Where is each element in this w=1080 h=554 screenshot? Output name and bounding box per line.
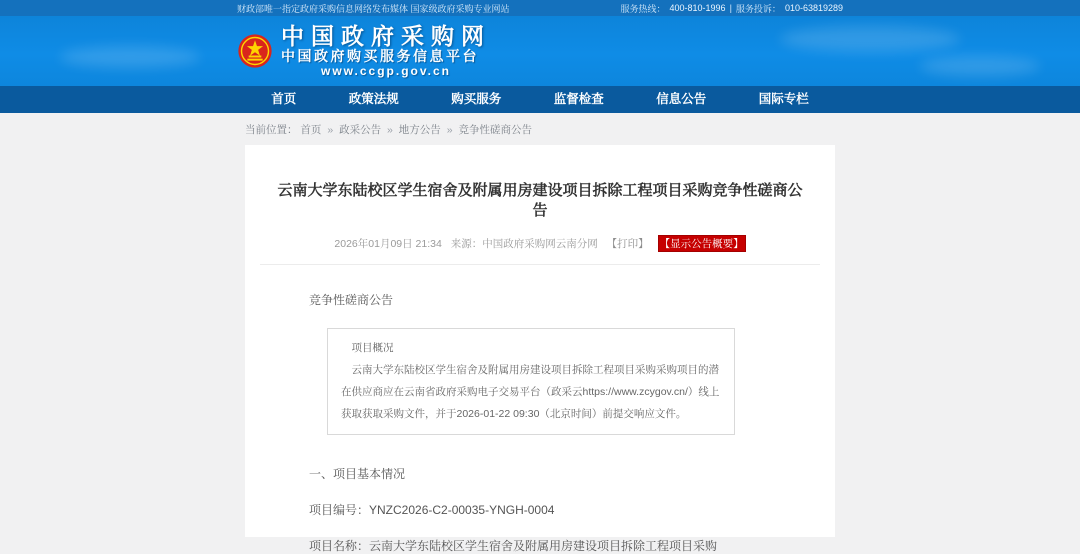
source-name: 中国政府采购网云南分网 (482, 238, 598, 250)
hotline-label: 服务热线： (620, 3, 666, 14)
breadcrumb-procurement-notices[interactable]: 政采公告 (339, 124, 382, 136)
project-name-label: 项目名称： (309, 539, 370, 553)
nav-item-policies[interactable]: 政策法规 (348, 92, 399, 106)
cloud-decoration (920, 56, 1040, 76)
hotline-number: 400-810-1996 (669, 3, 726, 13)
source-label: 来源： (450, 238, 483, 250)
project-number-label: 项目编号： (309, 503, 370, 517)
breadcrumb-separator: » (446, 124, 453, 136)
site-name: 中国政府采购网 (281, 23, 491, 49)
nav-item-purchase-services[interactable]: 购买服务 (451, 92, 502, 106)
site-header (0, 16, 1080, 86)
print-button[interactable]: 【打印】 (606, 238, 649, 250)
site-url: www.ccgp.gov.cn (320, 64, 451, 78)
breadcrumb (245, 122, 835, 137)
nav-item-supervision[interactable]: 监督检查 (553, 92, 604, 106)
complaint-number: 010-63819289 (784, 3, 843, 13)
project-name-value: 云南大学东陆校区学生宿舍及附属用房建设项目拆除工程项目采购 (369, 539, 718, 553)
project-overview-box (327, 328, 735, 435)
article-title: 云南大学东陆校区学生宿舍及附属用房建设项目拆除工程项目采购竞争性磋商公告 (277, 182, 803, 219)
document-type-label: 竞争性磋商公告 (309, 293, 394, 307)
breadcrumb-competitive-consultation[interactable]: 竞争性磋商公告 (458, 124, 532, 136)
nav-item-announcements[interactable]: 信息公告 (656, 92, 707, 106)
project-name-row (309, 538, 835, 554)
main-nav (0, 86, 1080, 113)
topbar-divider: | (729, 3, 732, 13)
cloud-decoration (60, 46, 200, 68)
breadcrumb-separator: » (327, 124, 334, 136)
breadcrumb-local-notices[interactable]: 地方公告 (398, 124, 441, 136)
site-subtitle: 中国政府购买服务信息平台 (281, 48, 479, 64)
nav-item-home[interactable]: 首页 (271, 92, 297, 106)
publish-datetime: 2026年01月09日 21:34 (334, 238, 442, 250)
project-number-value: YNZC2026-C2-00035-YNGH-0004 (369, 503, 555, 517)
site-tagline: 财政部唯一指定政府采购信息网络发布媒体 国家级政府采购专业网站 (237, 3, 510, 14)
breadcrumb-home[interactable]: 首页 (300, 124, 322, 136)
breadcrumb-row (0, 113, 1080, 145)
overview-heading: 项目概况 (351, 342, 394, 354)
site-logo[interactable] (281, 24, 491, 78)
article-card (245, 145, 835, 553)
complaint-label: 服务投诉： (735, 3, 781, 14)
project-number-row (309, 502, 835, 518)
national-emblem-icon[interactable] (237, 33, 273, 69)
article-meta (260, 235, 820, 265)
nav-item-international[interactable]: 国际专栏 (758, 92, 809, 106)
overview-body: 云南大学东陆校区学生宿舍及附属用房建设项目拆除工程项目采购采购项目的潜在供应商应在云南省政府采购电子交易平台（政采云https://www.zcygov.cn/）线上获取获取采购文件，并于2026-01-22 09:30（北京时间）前提交响应文件。 (341, 364, 720, 420)
top-service-bar (0, 0, 1080, 16)
breadcrumb-label: 当前位置： (245, 124, 298, 136)
breadcrumb-separator: » (387, 124, 393, 136)
show-summary-button[interactable]: 【显示公告概要】 (658, 235, 746, 252)
section1-heading: 一、项目基本情况 (309, 467, 406, 481)
